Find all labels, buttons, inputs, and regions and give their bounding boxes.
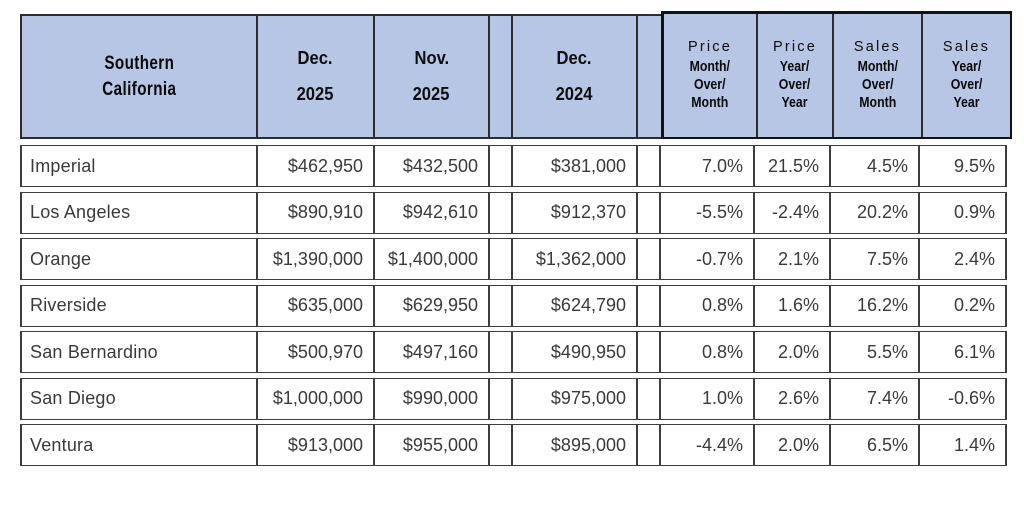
column-header-nov-2025	[375, 16, 490, 137]
region-title	[102, 51, 176, 101]
metric-sublabel	[857, 58, 897, 113]
dec-2025-price-cell: $1,390,000	[258, 238, 375, 280]
metric-sublabel	[690, 58, 730, 113]
metric-category-label: Sales	[942, 38, 991, 55]
metric-category-label: Price	[687, 38, 733, 55]
table-row	[20, 192, 1012, 234]
metric-sublabel	[779, 58, 811, 113]
column-header-price-mom	[664, 14, 758, 137]
dec-2024-price-cell: $895,000	[513, 424, 638, 466]
spacer-cell	[490, 238, 513, 280]
sales-yoy-cell: 1.4%	[920, 424, 1007, 466]
sales-mom-cell: 4.5%	[831, 145, 920, 187]
metric-line: Over/	[694, 76, 726, 93]
county-name-cell: Riverside	[22, 285, 258, 327]
sales-yoy-cell: 6.1%	[920, 331, 1007, 373]
column-header-sales-yoy	[923, 14, 1010, 137]
spacer-cell	[490, 378, 513, 420]
sales-yoy-cell: 0.9%	[920, 192, 1007, 234]
period-year-label: 2024	[556, 84, 593, 104]
metric-line: Over/	[861, 76, 894, 93]
metric-line: Year/	[780, 58, 810, 75]
dec-2024-price-cell: $1,362,000	[513, 238, 638, 280]
dec-2025-price-cell: $462,950	[258, 145, 375, 187]
period-month-label: Dec.	[557, 48, 592, 68]
sales-mom-cell: 7.4%	[831, 378, 920, 420]
spacer-cell	[638, 238, 661, 280]
spacer-cell	[638, 378, 661, 420]
column-header-dec-2024	[513, 16, 638, 137]
region-title-line2: California	[101, 78, 177, 100]
metric-line: Month	[691, 95, 729, 112]
metric-category-label: Price	[772, 38, 818, 55]
price-yoy-cell: 1.6%	[755, 285, 831, 327]
spacer-cell	[638, 285, 661, 327]
sales-mom-cell: 20.2%	[831, 192, 920, 234]
metric-line: Over/	[950, 76, 983, 93]
nov-2025-price-cell: $432,500	[375, 145, 490, 187]
spacer-cell	[490, 145, 513, 187]
spacer-cell	[638, 424, 661, 466]
sales-yoy-cell: 0.2%	[920, 285, 1007, 327]
nov-2025-price-cell: $955,000	[375, 424, 490, 466]
county-name-cell: San Diego	[22, 378, 258, 420]
county-name-cell: San Bernardino	[22, 331, 258, 373]
column-header-sales-mom	[834, 14, 923, 137]
metric-line: Month	[859, 95, 896, 112]
metric-line: Year	[781, 95, 809, 112]
period-month-label: Nov.	[414, 48, 449, 68]
header-left-group	[20, 14, 661, 139]
price-yoy-cell: 2.1%	[755, 238, 831, 280]
metric-sublabel	[951, 58, 983, 113]
region-header-cell	[22, 16, 258, 137]
sales-mom-cell: 6.5%	[831, 424, 920, 466]
table-row	[20, 145, 1012, 187]
column-header-dec-2025	[258, 16, 375, 137]
metric-line: Month/	[689, 58, 731, 75]
sales-yoy-cell: 2.4%	[920, 238, 1007, 280]
metric-line: Over/	[779, 76, 811, 93]
price-mom-cell: -5.5%	[661, 192, 755, 234]
table-row	[20, 424, 1012, 466]
table-row	[20, 331, 1012, 373]
dec-2025-price-cell: $1,000,000	[258, 378, 375, 420]
spacer-cell	[638, 331, 661, 373]
header-spacer-cell	[638, 16, 661, 137]
region-title-line1: Southern	[104, 53, 174, 75]
dec-2025-price-cell: $500,970	[258, 331, 375, 373]
dec-2024-price-cell: $624,790	[513, 285, 638, 327]
price-yoy-cell: 2.0%	[755, 424, 831, 466]
table-row	[20, 378, 1012, 420]
column-header-price-yoy	[758, 14, 834, 137]
table-row	[20, 285, 1012, 327]
spacer-cell	[490, 331, 513, 373]
dec-2025-price-cell: $635,000	[258, 285, 375, 327]
spacer-cell	[490, 285, 513, 327]
price-mom-cell: 0.8%	[661, 331, 755, 373]
dec-2024-price-cell: $912,370	[513, 192, 638, 234]
spacer-cell	[490, 192, 513, 234]
spacer-cell	[638, 145, 661, 187]
price-mom-cell: -0.7%	[661, 238, 755, 280]
county-name-cell: Los Angeles	[22, 192, 258, 234]
price-mom-cell: 0.8%	[661, 285, 755, 327]
dec-2024-price-cell: $975,000	[513, 378, 638, 420]
dec-2025-price-cell: $913,000	[258, 424, 375, 466]
county-name-cell: Ventura	[22, 424, 258, 466]
nov-2025-price-cell: $497,160	[375, 331, 490, 373]
period-month-label: Dec.	[298, 48, 333, 68]
dec-2024-price-cell: $381,000	[513, 145, 638, 187]
nov-2025-price-cell: $629,950	[375, 285, 490, 327]
nov-2025-price-cell: $990,000	[375, 378, 490, 420]
metric-line: Year/	[951, 58, 982, 75]
median-price-table	[20, 14, 1012, 471]
spacer-cell	[638, 192, 661, 234]
sales-mom-cell: 16.2%	[831, 285, 920, 327]
dec-2025-price-cell: $890,910	[258, 192, 375, 234]
price-yoy-cell: 21.5%	[755, 145, 831, 187]
metric-line: Year	[953, 95, 980, 112]
price-mom-cell: -4.4%	[661, 424, 755, 466]
nov-2025-price-cell: $1,400,000	[375, 238, 490, 280]
table-body	[20, 145, 1012, 466]
sales-mom-cell: 7.5%	[831, 238, 920, 280]
nov-2025-price-cell: $942,610	[375, 192, 490, 234]
sales-yoy-cell: -0.6%	[920, 378, 1007, 420]
period-year-label: 2025	[413, 84, 450, 104]
header-spacer-cell	[490, 16, 513, 137]
period-year-label: 2025	[297, 84, 334, 104]
county-name-cell: Orange	[22, 238, 258, 280]
spacer-cell	[490, 424, 513, 466]
header-metrics-group	[661, 11, 1012, 139]
county-name-cell: Imperial	[22, 145, 258, 187]
price-yoy-cell: 2.6%	[755, 378, 831, 420]
price-mom-cell: 7.0%	[661, 145, 755, 187]
price-mom-cell: 1.0%	[661, 378, 755, 420]
dec-2024-price-cell: $490,950	[513, 331, 638, 373]
metric-category-label: Sales	[853, 38, 902, 55]
price-yoy-cell: -2.4%	[755, 192, 831, 234]
metric-line: Month/	[857, 58, 898, 75]
sales-mom-cell: 5.5%	[831, 331, 920, 373]
sales-yoy-cell: 9.5%	[920, 145, 1007, 187]
table-header	[20, 14, 1012, 139]
price-yoy-cell: 2.0%	[755, 331, 831, 373]
table-row	[20, 238, 1012, 280]
